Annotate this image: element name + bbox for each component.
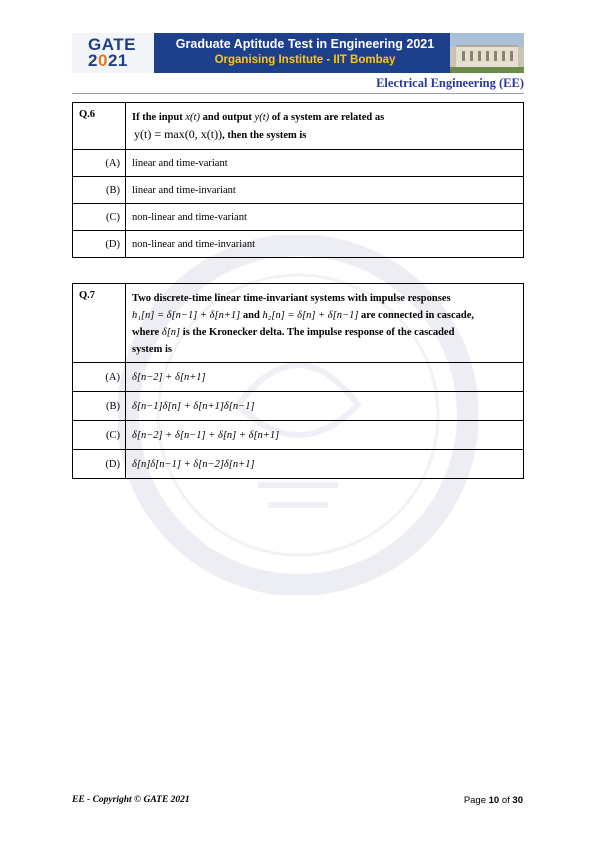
option-c[interactable]: non-linear and time-variant <box>126 204 524 231</box>
question-7-table <box>72 283 524 479</box>
option-label: (C) <box>73 421 126 450</box>
question-stem: If the input x(t) and output y(t) of a system are related as y(t) = max(0, x(t)), then the system is <box>126 103 524 150</box>
logo-line-2: 2021 <box>88 51 128 70</box>
subject-title: Electrical Engineering (EE) <box>376 76 524 90</box>
question-6-table <box>72 102 524 258</box>
option-label: (D) <box>73 450 126 479</box>
option-label: (A) <box>73 150 126 177</box>
option-label: (D) <box>73 231 126 258</box>
option-b[interactable]: δ[n−1]δ[n] + δ[n+1]δ[n−1] <box>126 392 524 421</box>
option-a[interactable]: linear and time-variant <box>126 150 524 177</box>
header-subtitle: Organising Institute - IIT Bombay <box>214 54 396 66</box>
gate-logo <box>72 33 154 73</box>
gate-header-banner <box>72 33 524 73</box>
option-d[interactable]: δ[n]δ[n−1] + δ[n−2]δ[n+1] <box>126 450 524 479</box>
page-number: Page 10 of 30 <box>463 795 523 806</box>
iit-building-image <box>450 33 524 73</box>
question-stem: Two discrete-time linear time-invariant systems with impulse responses h₁[n] = δ[n−1] + δ[n+1] and h₂[n] = δ[n] + δ[n−1] are connected in cascade, where δ[n] is the Kronecker delta. The impulse response of the cascaded system is <box>126 284 524 363</box>
option-label: (B) <box>73 392 126 421</box>
header-divider <box>72 93 524 94</box>
option-label: (C) <box>73 204 126 231</box>
logo-line-1: GATE <box>88 35 136 54</box>
option-b[interactable]: linear and time-invariant <box>126 177 524 204</box>
option-label: (A) <box>73 363 126 392</box>
option-c[interactable]: δ[n−2] + δ[n−1] + δ[n] + δ[n+1] <box>126 421 524 450</box>
option-d[interactable]: non-linear and time-invariant <box>126 231 524 258</box>
option-label: (B) <box>73 177 126 204</box>
question-number: Q.7 <box>73 284 126 363</box>
header-title: Graduate Aptitude Test in Engineering 2021 <box>175 37 435 51</box>
option-a[interactable]: δ[n−2] + δ[n+1] <box>126 363 524 392</box>
question-number: Q.6 <box>73 103 126 150</box>
footer-copyright: EE - Copyright © GATE 2021 <box>72 795 190 805</box>
